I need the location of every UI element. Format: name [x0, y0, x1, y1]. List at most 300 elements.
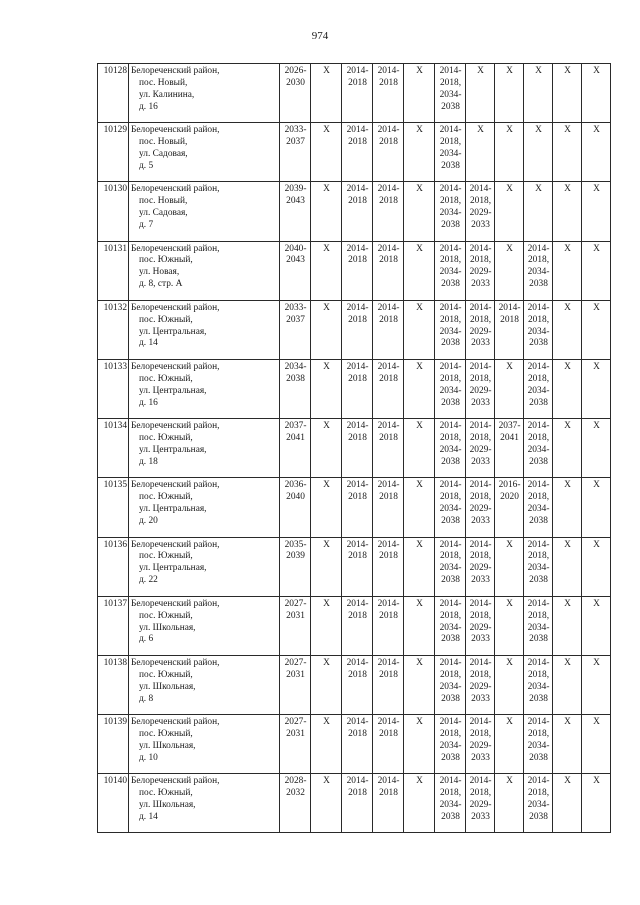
- cell-line: 2036-: [284, 480, 307, 491]
- table-row: [98, 419, 611, 478]
- cell-line: 2018,: [469, 610, 492, 621]
- period-cell: [435, 359, 466, 418]
- not-applicable-cell: [495, 182, 524, 241]
- cell-line: 2014-: [469, 717, 492, 728]
- table-row: [98, 596, 611, 655]
- table-row: [98, 478, 611, 537]
- cell-line: X: [323, 480, 330, 491]
- cell-line: 2014-: [527, 657, 550, 668]
- period-cell: [280, 182, 311, 241]
- not-applicable-cell: [495, 655, 524, 714]
- period-cell: [280, 596, 311, 655]
- period-cell: [342, 715, 373, 774]
- period-cell: [466, 478, 495, 537]
- not-applicable-cell: [311, 655, 342, 714]
- period-cell: [466, 596, 495, 655]
- cell-line: 2018: [379, 551, 398, 562]
- cell-line: 2034-: [439, 800, 462, 811]
- not-applicable-cell: [404, 241, 435, 300]
- cell-line: 2018,: [439, 373, 462, 384]
- not-applicable-cell: [553, 241, 582, 300]
- not-applicable-cell: [524, 64, 553, 123]
- address-line: пос. Новый,: [139, 196, 188, 207]
- not-applicable-cell: [404, 655, 435, 714]
- cell-line: 2018,: [439, 137, 462, 148]
- cell-line: 2038: [441, 516, 460, 527]
- period-cell: [373, 123, 404, 182]
- cell-line: 2018,: [439, 551, 462, 562]
- cell-line: 2038: [441, 397, 460, 408]
- address-line: д. 16: [139, 101, 158, 112]
- period-cell: [342, 478, 373, 537]
- cell-line: 2014-: [377, 539, 400, 550]
- not-applicable-cell: [553, 478, 582, 537]
- address-line: ул. Калинина,: [139, 89, 195, 100]
- cell-line: X: [323, 243, 330, 254]
- cell-line: 2020: [500, 492, 519, 503]
- period-cell: [524, 596, 553, 655]
- not-applicable-cell: [582, 774, 611, 833]
- address-line: ул. Садовая,: [139, 208, 188, 219]
- cell-line: 2014-: [527, 361, 550, 372]
- period-cell: [524, 537, 553, 596]
- not-applicable-cell: [582, 715, 611, 774]
- period-cell: [524, 715, 553, 774]
- not-applicable-cell: [553, 419, 582, 478]
- cell-line: 2033: [471, 516, 490, 527]
- not-applicable-cell: [404, 300, 435, 359]
- cell-line: 2014-: [439, 302, 462, 313]
- cell-line: X: [564, 421, 571, 432]
- period-cell: [342, 123, 373, 182]
- cell-line: 2038: [441, 693, 460, 704]
- cell-line: X: [416, 125, 423, 136]
- cell-line: 2014-: [346, 657, 369, 668]
- address-line: д. 18: [139, 456, 158, 467]
- cell-line: 2014-: [469, 657, 492, 668]
- cell-line: 2029-: [469, 208, 492, 219]
- cell-line: 2014-: [527, 302, 550, 313]
- not-applicable-cell: [495, 596, 524, 655]
- cell-line: 2014-: [469, 480, 492, 491]
- not-applicable-cell: [404, 596, 435, 655]
- address-line: Белореченский район,: [131, 598, 220, 609]
- cell-line: 2018,: [439, 492, 462, 503]
- cell-line: X: [506, 184, 513, 195]
- object-id-cell: 10133: [98, 359, 129, 418]
- cell-line: 2014-: [527, 598, 550, 609]
- cell-line: 2034-: [439, 622, 462, 633]
- address-line: Белореченский район,: [131, 539, 220, 550]
- period-cell: [280, 64, 311, 123]
- cell-line: 2016-: [498, 480, 521, 491]
- cell-line: 2018: [379, 77, 398, 88]
- not-applicable-cell: [582, 300, 611, 359]
- cell-line: 2014-: [377, 480, 400, 491]
- cell-line: 2038: [441, 279, 460, 290]
- cell-line: 2038: [441, 101, 460, 112]
- not-applicable-cell: [495, 715, 524, 774]
- address-line: ул. Новая,: [139, 267, 180, 278]
- cell-line: 2033: [471, 338, 490, 349]
- cell-line: 2034-: [439, 681, 462, 692]
- address-line: д. 6: [139, 634, 154, 645]
- cell-line: X: [564, 717, 571, 728]
- cell-line: X: [323, 66, 330, 76]
- not-applicable-cell: [311, 419, 342, 478]
- cell-line: 2018: [379, 137, 398, 148]
- period-cell: [524, 419, 553, 478]
- cell-line: 2034-: [527, 800, 550, 811]
- cell-line: 2014-: [377, 598, 400, 609]
- table-row: [98, 123, 611, 182]
- cell-line: 2031: [286, 669, 305, 680]
- cell-line: X: [535, 66, 542, 76]
- period-cell: [435, 596, 466, 655]
- cell-line: X: [477, 66, 484, 76]
- cell-line: 2014-: [439, 243, 462, 254]
- object-id-cell: 10130: [98, 182, 129, 241]
- address-cell: [129, 419, 280, 478]
- cell-line: 2014-: [346, 539, 369, 550]
- cell-line: 2027-: [284, 598, 307, 609]
- period-cell: [466, 537, 495, 596]
- cell-line: X: [323, 717, 330, 728]
- address-line: ул. Центральная,: [139, 385, 207, 396]
- object-id-cell: 10135: [98, 478, 129, 537]
- not-applicable-cell: [553, 300, 582, 359]
- cell-line: 2038: [529, 516, 548, 527]
- cell-line: 2014-: [527, 539, 550, 550]
- cell-line: 2034-: [439, 385, 462, 396]
- cell-line: 2014-: [527, 421, 550, 432]
- cell-line: 2018: [379, 610, 398, 621]
- cell-line: 2014-: [469, 243, 492, 254]
- cell-line: 2014-: [346, 184, 369, 195]
- cell-line: 2018: [348, 728, 367, 739]
- cell-line: X: [535, 125, 542, 136]
- cell-line: 2014-: [469, 184, 492, 195]
- cell-line: 2043: [286, 196, 305, 207]
- cell-line: 2029-: [469, 267, 492, 278]
- cell-line: 2032: [286, 788, 305, 799]
- address-line: ул. Центральная,: [139, 326, 207, 337]
- period-cell: [435, 419, 466, 478]
- cell-line: 2014-: [439, 717, 462, 728]
- address-line: пос. Новый,: [139, 77, 188, 88]
- cell-line: 2039: [286, 551, 305, 562]
- cell-line: 2014-: [377, 361, 400, 372]
- cell-line: 2018,: [527, 669, 550, 680]
- not-applicable-cell: [582, 64, 611, 123]
- cell-line: 2034-: [439, 326, 462, 337]
- period-cell: [373, 300, 404, 359]
- not-applicable-cell: [404, 478, 435, 537]
- cell-line: 2014-: [439, 361, 462, 372]
- address-line: ул. Школьная,: [139, 622, 196, 633]
- address-cell: [129, 537, 280, 596]
- address-line: Белореченский район,: [131, 776, 220, 787]
- cell-line: 2034-: [439, 563, 462, 574]
- cell-line: 2018: [348, 77, 367, 88]
- cell-line: 2031: [286, 728, 305, 739]
- cell-line: X: [564, 184, 571, 195]
- cell-line: 2029-: [469, 681, 492, 692]
- cell-line: 2034-: [527, 267, 550, 278]
- cell-line: 2014-: [377, 125, 400, 136]
- cell-line: 2018,: [439, 196, 462, 207]
- cell-line: X: [506, 539, 513, 550]
- cell-line: X: [593, 302, 600, 313]
- object-id-cell: 10140: [98, 774, 129, 833]
- not-applicable-cell: [311, 478, 342, 537]
- cell-line: 2014-: [469, 539, 492, 550]
- cell-line: 2018,: [469, 196, 492, 207]
- cell-line: 2033: [471, 634, 490, 645]
- address-cell: [129, 715, 280, 774]
- cell-line: 2039-: [284, 184, 307, 195]
- address-line: Белореченский район,: [131, 66, 220, 76]
- address-cell: [129, 64, 280, 123]
- cell-line: X: [535, 184, 542, 195]
- cell-line: 2030: [286, 77, 305, 88]
- address-line: ул. Школьная,: [139, 681, 196, 692]
- cell-line: 2018,: [527, 373, 550, 384]
- cell-line: 2014-: [377, 776, 400, 787]
- cell-line: 2014-: [346, 480, 369, 491]
- not-applicable-cell: [311, 359, 342, 418]
- cell-line: X: [593, 361, 600, 372]
- address-line: д. 8: [139, 693, 154, 704]
- cell-line: 2029-: [469, 385, 492, 396]
- address-line: д. 22: [139, 575, 158, 586]
- cell-line: X: [416, 480, 423, 491]
- period-cell: [373, 478, 404, 537]
- not-applicable-cell: [582, 537, 611, 596]
- cell-line: X: [564, 66, 571, 76]
- period-cell: [373, 596, 404, 655]
- cell-line: 2038: [441, 220, 460, 231]
- cell-line: X: [477, 125, 484, 136]
- table-row: [98, 774, 611, 833]
- not-applicable-cell: [495, 774, 524, 833]
- period-cell: [466, 774, 495, 833]
- not-applicable-cell: [466, 64, 495, 123]
- cell-line: 2018: [348, 373, 367, 384]
- period-cell: [524, 241, 553, 300]
- address-line: ул. Садовая,: [139, 149, 188, 159]
- cell-line: 2034-: [527, 563, 550, 574]
- cell-line: 2018,: [439, 255, 462, 266]
- not-applicable-cell: [495, 64, 524, 123]
- cell-line: X: [323, 361, 330, 372]
- address-line: д. 8, стр. А: [139, 279, 183, 290]
- period-cell: [342, 64, 373, 123]
- cell-line: 2038: [441, 575, 460, 586]
- cell-line: 2018,: [469, 373, 492, 384]
- cell-line: 2038: [441, 811, 460, 822]
- cell-line: 2034-: [527, 444, 550, 455]
- table-row: [98, 64, 611, 123]
- address-line: Белореченский район,: [131, 361, 220, 372]
- cell-line: X: [593, 243, 600, 254]
- period-cell: [373, 715, 404, 774]
- period-cell: [280, 300, 311, 359]
- cell-line: 2037: [286, 314, 305, 325]
- address-line: д. 10: [139, 752, 158, 763]
- address-line: ул. Центральная,: [139, 444, 207, 455]
- cell-line: X: [564, 125, 571, 136]
- cell-line: 2037-: [498, 421, 521, 432]
- not-applicable-cell: [404, 537, 435, 596]
- cell-line: 2038: [529, 811, 548, 822]
- cell-line: 2018,: [439, 77, 462, 88]
- cell-line: 2018,: [439, 610, 462, 621]
- address-cell: [129, 123, 280, 182]
- cell-line: 2038: [529, 634, 548, 645]
- cell-line: 2014-: [377, 184, 400, 195]
- cell-line: X: [506, 657, 513, 668]
- cell-line: X: [564, 776, 571, 787]
- cell-line: X: [416, 66, 423, 76]
- cell-line: X: [416, 184, 423, 195]
- cell-line: 2014-: [439, 184, 462, 195]
- address-line: Белореченский район,: [131, 125, 220, 136]
- period-cell: [466, 241, 495, 300]
- cell-line: X: [416, 776, 423, 787]
- cell-line: 2014-: [527, 243, 550, 254]
- period-cell: [342, 182, 373, 241]
- cell-line: X: [323, 598, 330, 609]
- not-applicable-cell: [495, 123, 524, 182]
- cell-line: 2014-: [439, 125, 462, 136]
- not-applicable-cell: [311, 241, 342, 300]
- cell-line: 2014-: [377, 302, 400, 313]
- address-line: Белореченский район,: [131, 657, 220, 668]
- cell-line: 2014-: [377, 66, 400, 76]
- cell-line: 2027-: [284, 657, 307, 668]
- table-row: [98, 655, 611, 714]
- cell-line: X: [506, 66, 513, 76]
- not-applicable-cell: [404, 359, 435, 418]
- cell-line: X: [506, 776, 513, 787]
- period-cell: [524, 359, 553, 418]
- period-cell: [373, 64, 404, 123]
- cell-line: 2018: [348, 492, 367, 503]
- address-line: пос. Южный,: [139, 788, 193, 799]
- not-applicable-cell: [404, 715, 435, 774]
- cell-line: 2029-: [469, 563, 492, 574]
- not-applicable-cell: [553, 537, 582, 596]
- object-id-cell: 10128: [98, 64, 129, 123]
- cell-line: 2038: [529, 693, 548, 704]
- cell-line: 2018: [379, 314, 398, 325]
- not-applicable-cell: [311, 774, 342, 833]
- cell-line: X: [416, 243, 423, 254]
- cell-line: 2018,: [469, 433, 492, 444]
- cell-line: X: [323, 125, 330, 136]
- cell-line: 2014-: [346, 66, 369, 76]
- period-cell: [435, 123, 466, 182]
- cell-line: 2014-: [346, 125, 369, 136]
- cell-line: X: [416, 539, 423, 550]
- period-cell: [466, 419, 495, 478]
- object-id-cell: 10137: [98, 596, 129, 655]
- cell-line: X: [416, 717, 423, 728]
- address-cell: [129, 300, 280, 359]
- cell-line: 2028-: [284, 776, 307, 787]
- cell-line: 2018: [348, 669, 367, 680]
- cell-line: 2018: [348, 433, 367, 444]
- cell-line: 2018,: [527, 728, 550, 739]
- address-cell: [129, 596, 280, 655]
- period-cell: [466, 715, 495, 774]
- period-cell: [466, 359, 495, 418]
- cell-line: X: [506, 243, 513, 254]
- cell-line: 2014-: [346, 421, 369, 432]
- cell-line: 2018: [348, 255, 367, 266]
- cell-line: 2038: [529, 338, 548, 349]
- cell-line: 2018,: [439, 433, 462, 444]
- cell-line: X: [593, 480, 600, 491]
- period-cell: [342, 359, 373, 418]
- period-cell: [280, 774, 311, 833]
- cell-line: 2027-: [284, 717, 307, 728]
- cell-line: 2014-: [377, 243, 400, 254]
- object-id-cell: 10138: [98, 655, 129, 714]
- cell-line: 2018,: [469, 728, 492, 739]
- not-applicable-cell: [404, 774, 435, 833]
- cell-line: 2038: [286, 373, 305, 384]
- not-applicable-cell: [404, 182, 435, 241]
- cell-line: 2018,: [469, 788, 492, 799]
- cell-line: 2033: [471, 752, 490, 763]
- address-cell: [129, 774, 280, 833]
- address-line: д. 14: [139, 338, 158, 349]
- cell-line: 2043: [286, 255, 305, 266]
- cell-line: 2041: [286, 433, 305, 444]
- object-id-cell: 10132: [98, 300, 129, 359]
- address-line: ул. Центральная,: [139, 563, 207, 574]
- cell-line: 2018,: [527, 492, 550, 503]
- not-applicable-cell: [311, 715, 342, 774]
- period-cell: [342, 300, 373, 359]
- cell-line: 2014-: [346, 776, 369, 787]
- period-cell: [466, 182, 495, 241]
- address-line: д. 7: [139, 220, 154, 231]
- period-cell: [524, 655, 553, 714]
- cell-line: 2018,: [439, 728, 462, 739]
- cell-line: X: [416, 421, 423, 432]
- cell-line: 2034-: [439, 208, 462, 219]
- cell-line: 2033-: [284, 125, 307, 136]
- period-cell: [342, 537, 373, 596]
- cell-line: X: [564, 243, 571, 254]
- cell-line: 2014-: [469, 776, 492, 787]
- not-applicable-cell: [553, 774, 582, 833]
- not-applicable-cell: [495, 359, 524, 418]
- cell-line: 2014-: [527, 717, 550, 728]
- not-applicable-cell: [582, 419, 611, 478]
- not-applicable-cell: [311, 64, 342, 123]
- cell-line: 2018: [348, 788, 367, 799]
- address-line: Белореченский район,: [131, 717, 220, 728]
- cell-line: 2018: [379, 196, 398, 207]
- cell-line: 2041: [500, 433, 519, 444]
- period-cell: [435, 655, 466, 714]
- not-applicable-cell: [524, 182, 553, 241]
- address-line: пос. Южный,: [139, 255, 193, 266]
